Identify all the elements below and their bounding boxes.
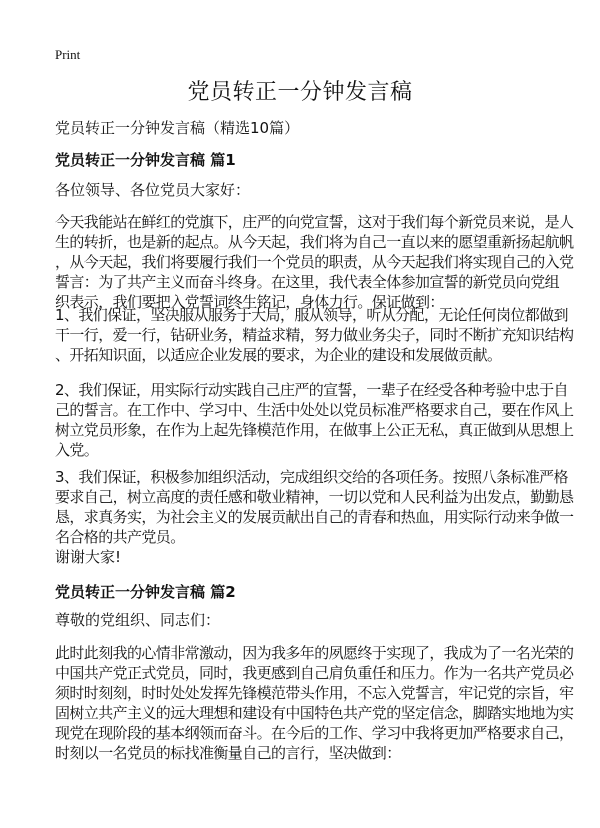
text-line: 3、我们保证，积极参加组织活动，完成组织交给的各项任务。按照八条标准严格	[55, 468, 568, 486]
text-line: 须时时刻刻，时时处处发挥先锋模范带头作用，不忘入党誓言，牢记党的宗旨，牢	[55, 684, 574, 702]
text-line: 入党。	[55, 441, 99, 459]
section1-intro-paragraph	[55, 212, 574, 312]
text-line: 己的誓言。在工作中、学习中、生活中处处以党员标准严格要求自己，要在作风上	[55, 401, 574, 419]
print-link[interactable]: Print	[55, 47, 81, 62]
text-line: 要求自己，树立高度的责任感和敬业精神，一切以党和人民利益为出发点，勤勤恳	[55, 488, 574, 506]
text-line: 树立党员形象，在作为上起先锋模范作用，在做事上公正无私，真正做到从思想上	[55, 421, 574, 439]
text-line: 2、我们保证，用实际行动实践自己庄严的宣誓，一辈子在经受各种考验中忠于自	[55, 381, 568, 399]
text-line: 现党在现阶段的基本纲领而奋斗。在今后的工作、学习中我将更加严格要求自己，	[55, 724, 574, 742]
section1-greeting: 各位领导、各位党员大家好：	[55, 181, 251, 199]
text-line: 恳，求真务实，为社会主义的发展贡献出自己的青春和热血，用实际行动来争做一	[55, 508, 574, 526]
text-line: 名合格的共产党员。	[55, 528, 185, 546]
page-title: 党员转正一分钟发言稿	[187, 80, 413, 105]
subtitle: 党员转正一分钟发言稿（精选10篇）	[55, 119, 300, 137]
section2-greeting: 尊敬的党组织、同志们：	[55, 611, 221, 629]
section1-heading: 党员转正一分钟发言稿 篇1	[55, 151, 236, 169]
text-line: 生的转折，也是新的起点。从今天起，我们将为自己一直以来的愿望重新扬起航帆	[55, 233, 574, 251]
text-line: 中国共产党正式党员，同时，我更感到自己肩负重任和压力。作为一名共产党员必	[55, 664, 574, 682]
text-line: ，从今天起，我们将要履行我们一个党员的职责，从今天起我们将实现自己的入党	[55, 253, 574, 271]
text-line: 此时此刻我的心情非常激动，因为我多年的夙愿终于实现了，我成为了一名光荣的	[55, 644, 574, 662]
section2-intro-paragraph	[55, 643, 574, 763]
section1-item-3	[55, 467, 574, 547]
text-line: 时刻以一名党员的标找准衡量自己的言行，坚决做到：	[55, 744, 401, 762]
text-line: 1、我们保证，坚决服从服务于大局，服从领导，听从分配，无论任何岗位都做到	[55, 306, 568, 324]
text-line: 今天我能站在鲜红的党旗下，庄严的向党宣誓，这对于我们每个新党员来说，是人	[55, 213, 574, 231]
section1-closing: 谢谢大家!	[55, 548, 122, 566]
section2-heading: 党员转正一分钟发言稿 篇2	[55, 583, 236, 601]
section1-item-1	[55, 305, 574, 365]
text-line: 、开拓知识面，以适应企业发展的要求，为企业的建设和发展做贡献。	[55, 346, 502, 364]
text-line: 誓言：为了共产主义而奋斗终身。在这里，我代表全体参加宣誓的新党员向党组	[55, 273, 560, 291]
section1-item-2	[55, 380, 574, 460]
text-line: 固树立共产主义的远大理想和建设有中国特色共产党的坚定信念，脚踏实地地为实	[55, 704, 574, 722]
text-line: 织表示，我们要把入党誓词终生铭记，身体力行。保证做到：	[55, 293, 444, 311]
text-line: 干一行，爱一行，钻研业务，精益求精，努力做业务尖子，同时不断扩充知识结构	[55, 326, 574, 344]
